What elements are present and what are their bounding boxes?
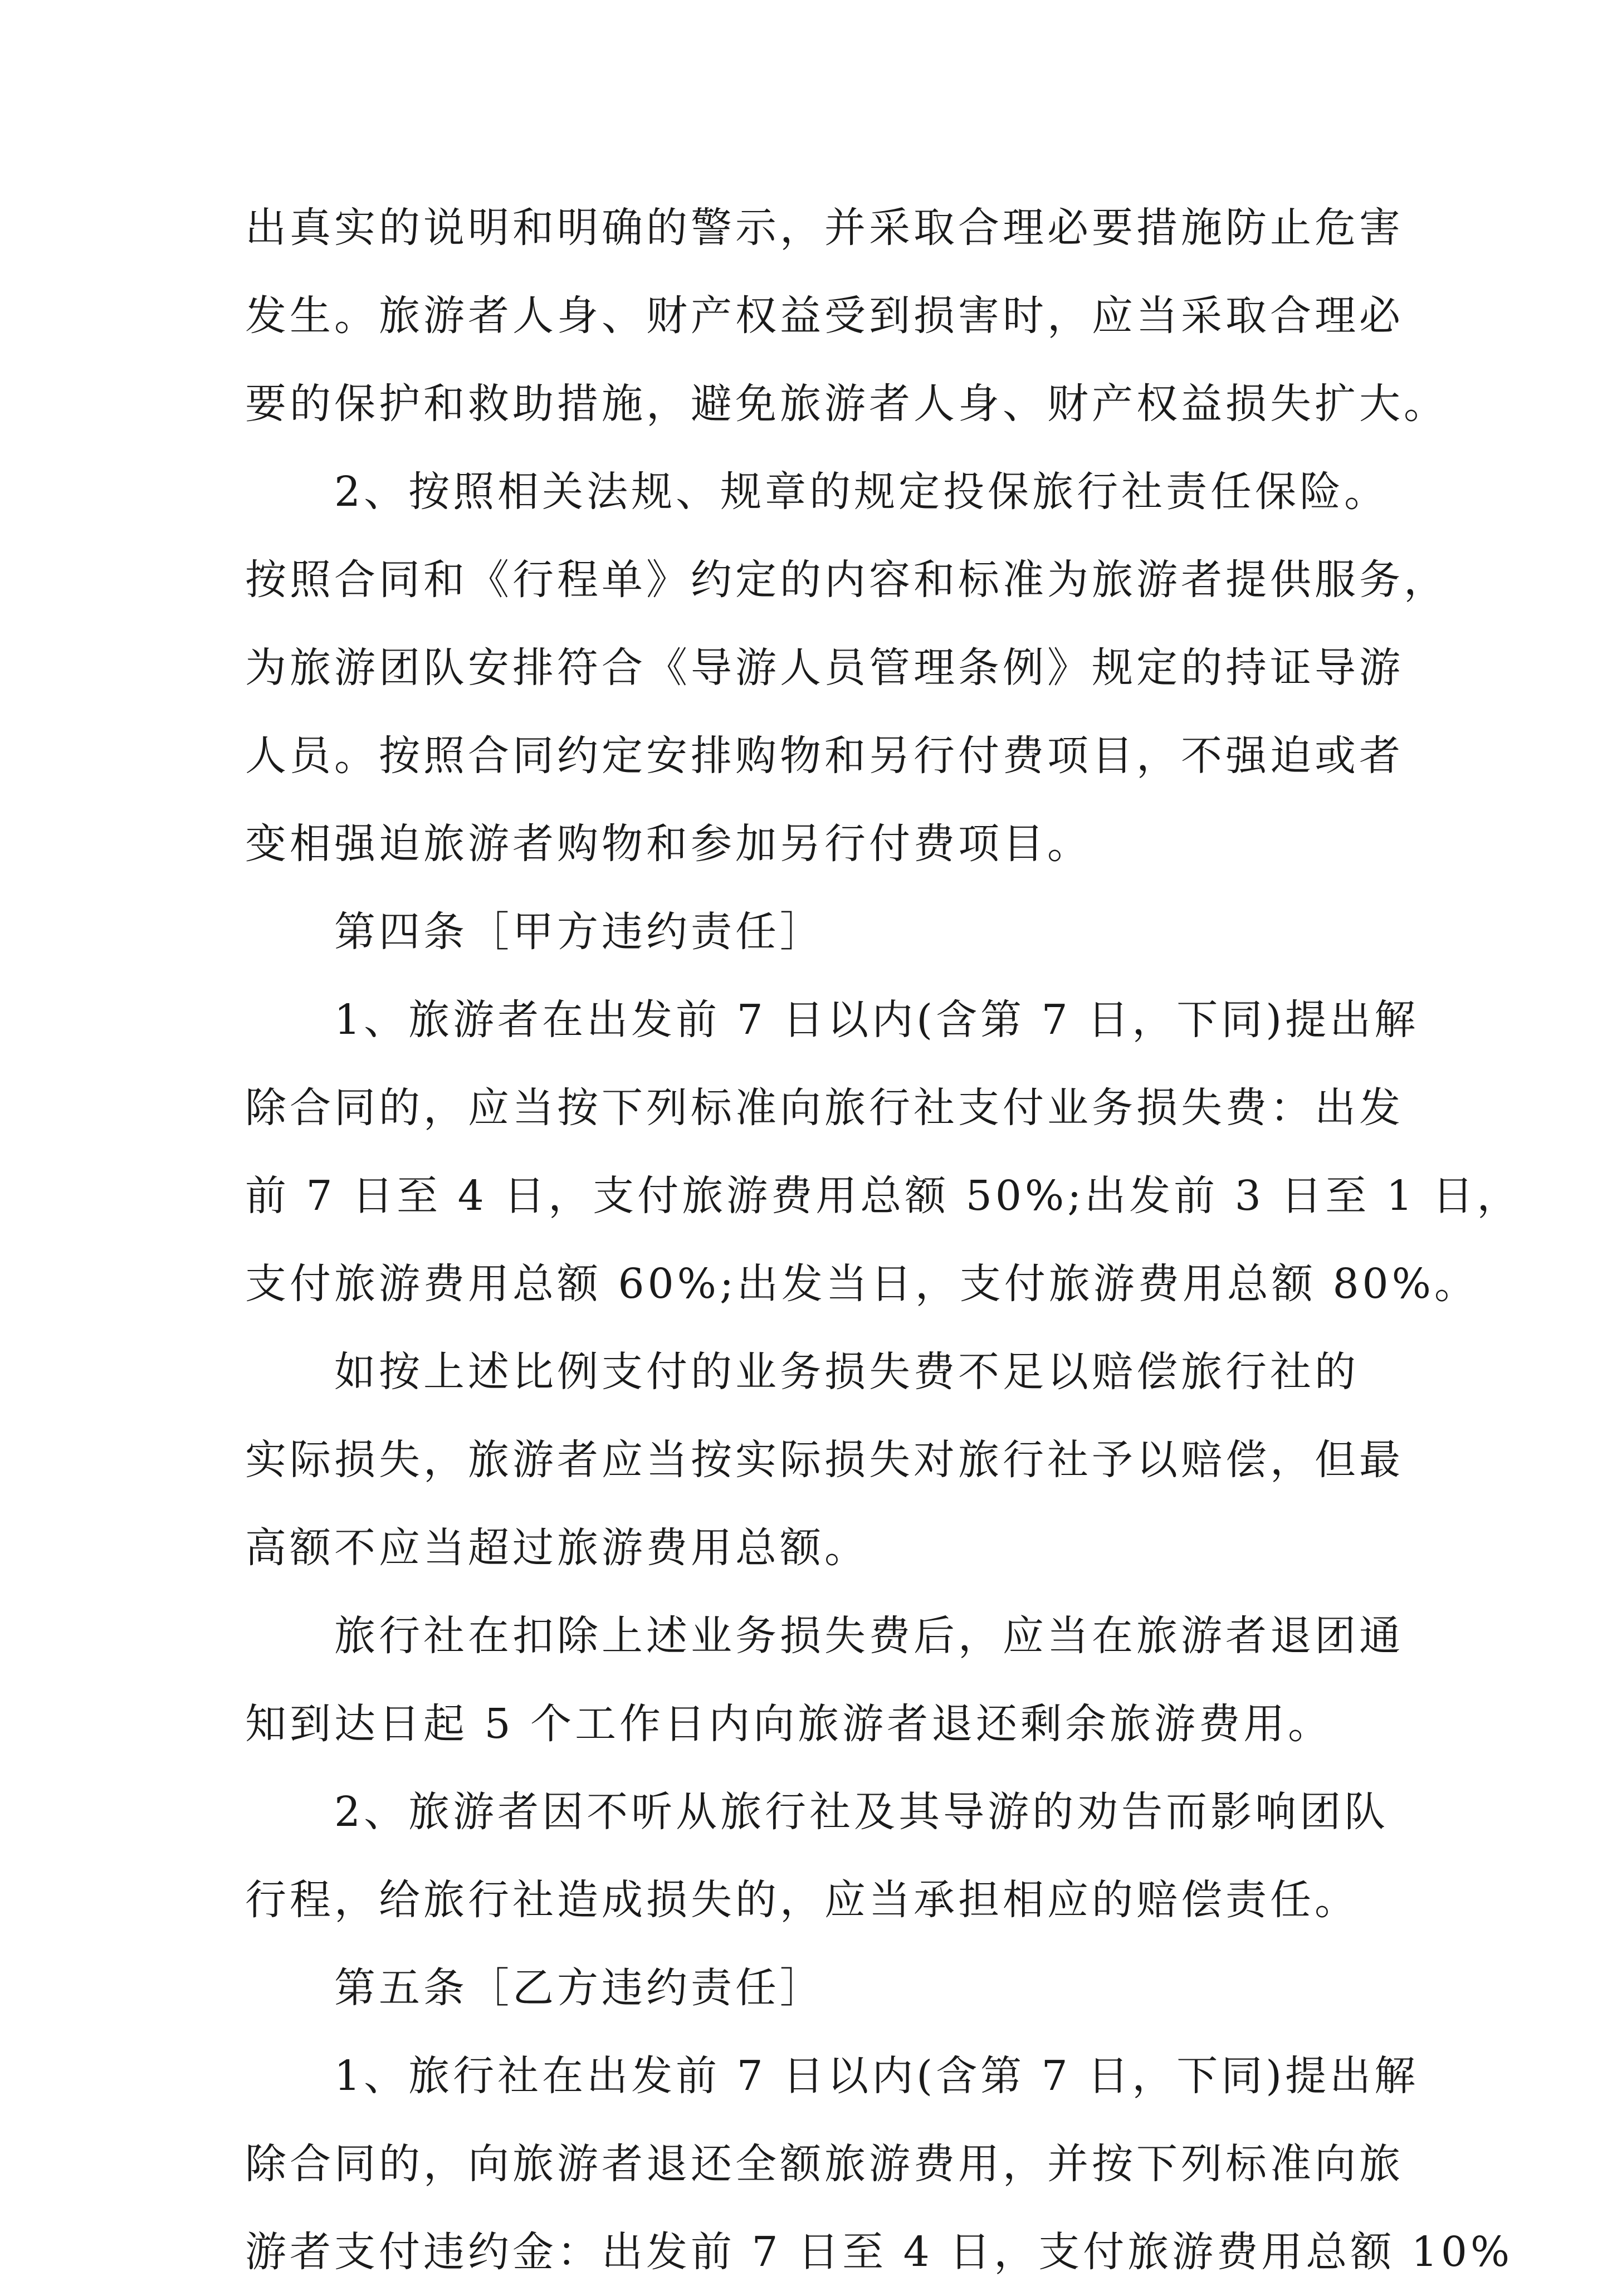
text-line: 要的保护和救助措施，避免旅游者人身、财产权益损失扩大。 [245,380,1448,428]
paragraph-refund [245,1592,1404,1768]
text-line: 发生。旅游者人身、财产权益受到损害时，应当采取合理必 [245,292,1404,340]
text-line: 知到达日起 5 个工作日内向旅游者退还剩余旅游费用。 [245,1700,1333,1748]
text-line: 游者支付违约金：出发前 7 日至 4 日，支付旅游费用总额 10% [245,2228,1513,2276]
text-line: 2、按照相关法规、规章的规定投保旅行社责任保险。 [334,468,1389,516]
paragraph-insurance-service [245,448,1448,888]
text-line: 1、旅行社在出发前 7 日以内(含第 7 日，下同)提出解 [334,2052,1419,2100]
text-line: 2、旅游者因不听从旅行社及其导游的劝告而影响团队 [334,1788,1389,1836]
text-line: 人员。按照合同约定安排购物和另行付费项目，不强迫或者 [245,732,1404,780]
text-line: 变相强迫旅游者购物和参加另行付费项目。 [245,820,1092,868]
paragraph-safety-warning [245,184,1448,448]
text-line: 实际损失，旅游者应当按实际损失对旅行社予以赔偿，但最 [245,1436,1404,1484]
paragraph-party-b-cancellation [245,2032,1513,2296]
text-line: 高额不应当超过旅游费用总额。 [245,1524,869,1572]
paragraph-guide-advice [245,1768,1389,1944]
text-line: 除合同的，向旅游者退还全额旅游费用，并按下列标准向旅 [245,2140,1404,2188]
text-line: 前 7 日至 4 日，支付旅游费用总额 50%;出发前 3 日至 1 日， [245,1172,1522,1220]
text-line: 如按上述比例支付的业务损失费不足以赔偿旅行社的 [334,1348,1359,1396]
text-line: 除合同的，应当按下列标准向旅行社支付业务损失费：出发 [245,1084,1404,1132]
paragraph-party-a-cancellation [245,976,1522,1328]
text-line: 出真实的说明和明确的警示，并采取合理必要措施防止危害 [245,204,1404,252]
document-body [245,184,1522,2296]
text-line: 按照合同和《行程单》约定的内容和标准为旅游者提供服务， [245,556,1448,604]
text-line: 行程，给旅行社造成损失的，应当承担相应的赔偿责任。 [245,1876,1359,1924]
article-four-heading [245,888,1376,976]
text-line: 为旅游团队安排符合《导游人员管理条例》规定的持证导游 [245,644,1404,692]
article-five-heading [245,1944,1376,2032]
section-heading: 第四条［甲方违约责任］ [334,908,824,956]
text-line: 支付旅游费用总额 60%;出发当日，支付旅游费用总额 80%。 [245,1260,1479,1308]
text-line: 1、旅游者在出发前 7 日以内(含第 7 日，下同)提出解 [334,996,1419,1044]
section-heading: 第五条［乙方违约责任］ [334,1964,824,2012]
paragraph-actual-loss [245,1328,1404,1592]
text-line: 旅行社在扣除上述业务损失费后，应当在旅游者退团通 [334,1612,1404,1660]
